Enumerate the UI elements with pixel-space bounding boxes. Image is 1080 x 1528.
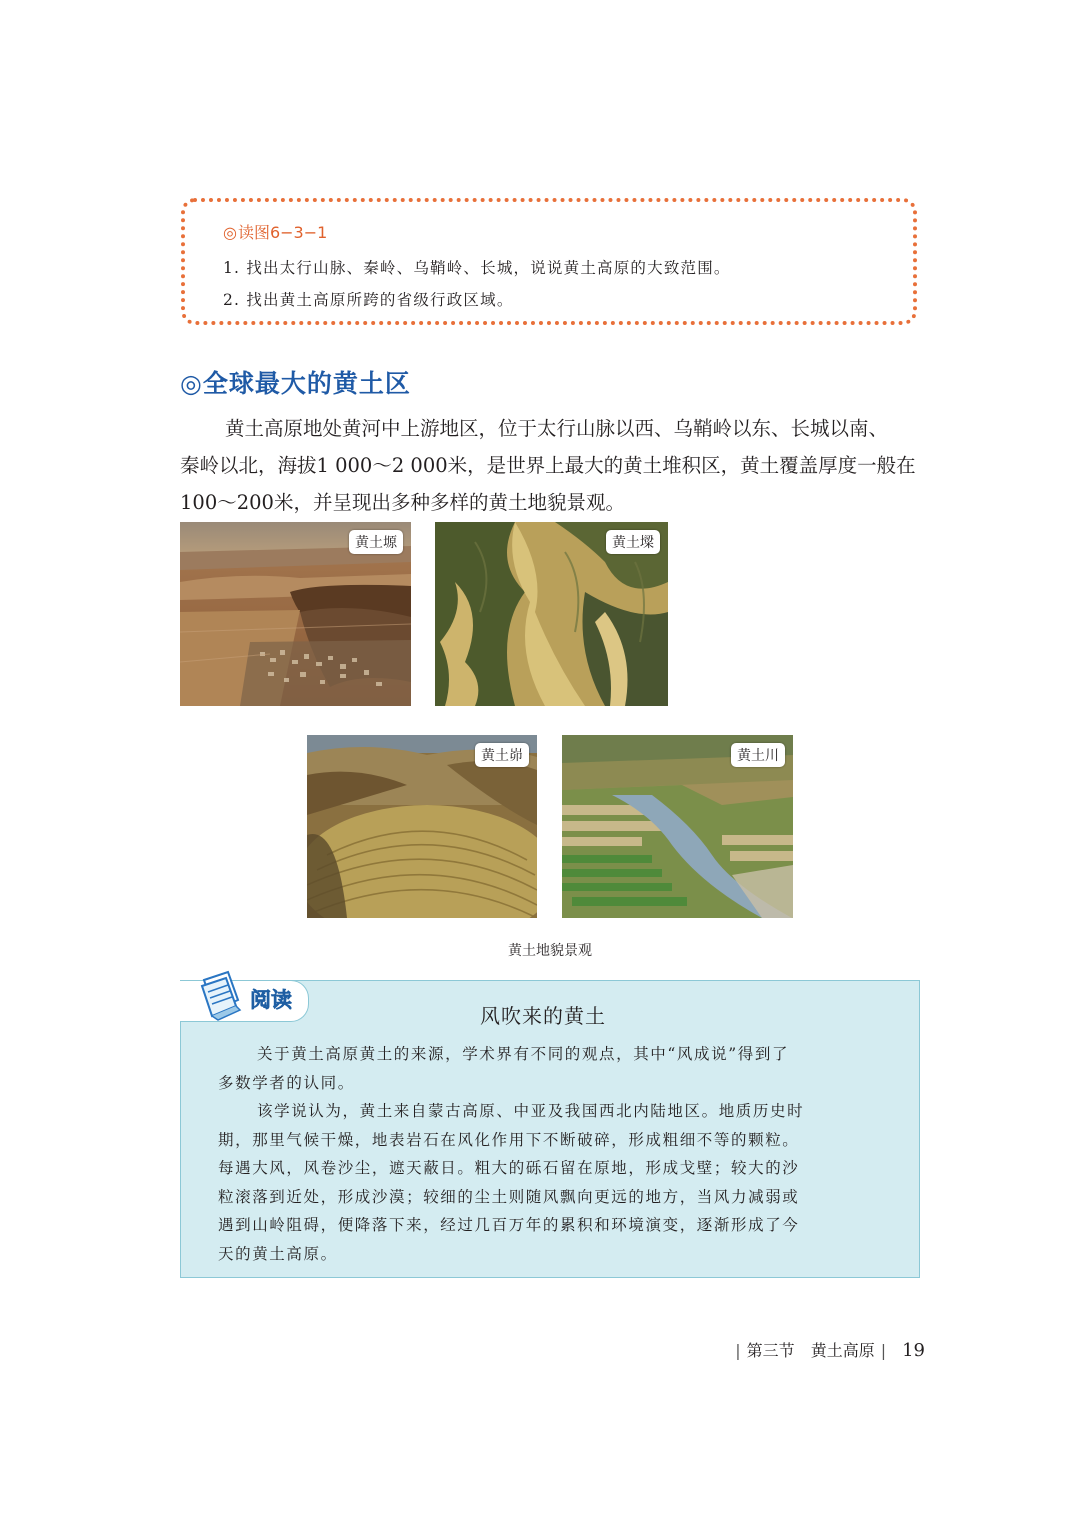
paragraph-line: 黄土高原地处黄河中上游地区，位于太行山脉以西、乌鞘岭以东、长城以南、	[225, 417, 889, 440]
reading-badge-label: 阅读	[250, 988, 292, 1012]
photo-label: 黄土峁	[475, 743, 529, 767]
book-icon	[198, 970, 244, 1022]
body-paragraph	[180, 410, 920, 521]
photo-label: 黄土川	[731, 743, 785, 767]
page-footer	[729, 1338, 925, 1361]
reading-line: 粒滚落到近处，形成沙漠；较细的尘土则随风飘向更远的地方，当风力减弱或	[218, 1187, 800, 1206]
reading-line: 遇到山岭阻碍，便降落下来，经过几百万年的累积和环境演变，逐渐形成了今	[218, 1216, 800, 1234]
footer-divider: |	[735, 1341, 741, 1360]
loess-ridge-photo	[435, 522, 668, 706]
footer-chapter: 黄土高原	[810, 1341, 875, 1360]
paragraph-line: 秦岭以北，海拔1 000～2 000米，是世界上最大的黄土堆积区，黄土覆盖厚度一般在	[180, 454, 916, 477]
reading-line: 每遇大风，风卷沙尘，遮天蔽日。粗大的砾石留在原地，形成戈壁；较大的沙	[218, 1159, 800, 1177]
map-reading-question-2: 2. 找出黄土高原所跨的省级行政区域。	[223, 291, 514, 309]
page-number: 19	[902, 1340, 925, 1361]
photos-caption: 黄土地貌景观	[508, 943, 592, 959]
photo-label: 黄土墚	[606, 530, 660, 554]
reading-line: 该学说认为，黄土来自蒙古高原、中亚及我国西北内陆地区。地质历史时	[257, 1102, 805, 1120]
paragraph-line: 100～200米，并呈现出多种多样的黄土地貌景观。	[180, 491, 625, 514]
circle-mark-icon: ◎	[223, 223, 237, 242]
map-reading-title-text: 读图6−3−1	[237, 223, 328, 242]
map-reading-title	[223, 220, 327, 243]
reading-line: 期，那里气候干燥，地表岩石在风化作用下不断破碎，形成粗细不等的颗粒。	[218, 1130, 800, 1149]
reading-line: 关于黄土高原黄土的来源，学术界有不同的观点，其中“风成说”得到了	[257, 1045, 790, 1063]
loess-river-flat-photo	[562, 735, 793, 918]
loess-hill-photo	[307, 735, 537, 918]
reading-line: 天的黄土高原。	[218, 1244, 338, 1263]
map-reading-box	[181, 198, 917, 325]
reading-badge	[180, 968, 320, 1028]
map-reading-question-1: 1. 找出太行山脉、秦岭、乌鞘岭、长城，说说黄土高原的大致范围。	[223, 259, 731, 277]
photo-label: 黄土塬	[349, 530, 403, 554]
reading-title: 风吹来的黄土	[480, 1004, 606, 1028]
footer-divider: |	[880, 1341, 887, 1360]
section-heading: ◎全球最大的黄土区	[180, 369, 411, 398]
reading-text	[218, 1040, 898, 1268]
loess-tableland-photo	[180, 522, 411, 706]
footer-section: 第三节	[746, 1341, 795, 1360]
reading-line: 多数学者的认同。	[218, 1073, 355, 1092]
